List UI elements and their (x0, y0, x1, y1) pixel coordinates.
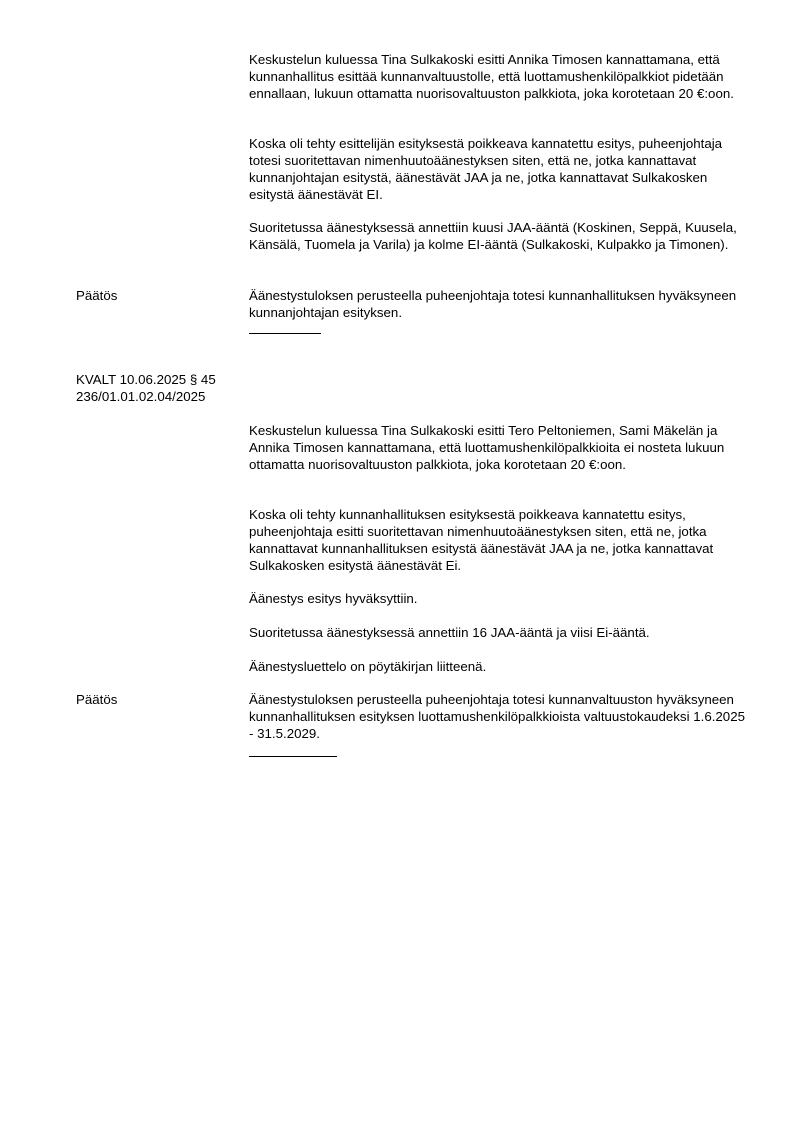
s1-paragraph-1: Keskustelun kuluessa Tina Sulkakoski esitti Annika Timosen kannattamana, että kunnanhallitus esittää kunnanvaltuustolle, että luottamushenkilöpalkkiot pidetään ennallaan, lukuun ottamatta nuorisovaltuuston palkkiota, joka korotetaan 20 €:oon. (249, 52, 734, 101)
s1-decision-text: Äänestystuloksen perusteella puheenjohtaja totesi kunnanhallituksen hyväksyneen kunnanjohtajan esityksen. (249, 288, 737, 320)
s2-end-rule (249, 756, 337, 757)
s2-paragraph-4: Suoritetussa äänestyksessä annettiin 16 JAA-ääntä ja viisi Ei-ääntä. (249, 625, 650, 640)
s2-paragraph-3: Äänestys esitys hyväksyttiin. (249, 591, 418, 606)
s1-end-rule (249, 333, 321, 334)
s1-paragraph-2: Koska oli tehty esittelijän esityksestä poikkeava kannatettu esitys, puheenjohtaja totesi suoritettavan nimenhuutoäänestyksen siten, että ne, jotka kannattavat kunnanjohtajan esitystä, äänestävät JAA ja ne, jotka kannattavat Sulkakosken esitystä äänestävät EI. (249, 136, 723, 202)
s1-paragraph-3: Suoritetussa äänestyksessä annettiin kuusi JAA-ääntä (Koskinen, Seppä, Kuusela, Känsälä, Tuomela ja Varila) ja kolme EI-ääntä (Sulkakoski, Kulpakko ja Timonen). (249, 220, 737, 252)
s2-paragraph-2: Koska oli tehty kunnanhallituksen esityksestä poikkeava kannatettu esitys, puheenjohtaja esitti suoritettavan nimenhuutoäänestyksen siten, että ne, jotka kannattavat kunnanhallituksen esitystä äänestävät JAA ja ne, jotka kannattavat Sulkakosken esitystä äänestävät Ei. (249, 507, 714, 573)
s2-paragraph-5: Äänestysluettelo on pöytäkirjan liitteenä. (249, 659, 487, 674)
s2-reference-line-2: 236/01.01.02.04/2025 (76, 389, 206, 404)
s2-decision-text: Äänestystuloksen perusteella puheenjohtaja totesi kunnanvaltuuston hyväksyneen kunnanhallituksen esityksen luottamushenkilöpalkkioista valtuustokaudeksi 1.6.2025 - 31.5.2029. (249, 692, 745, 741)
s1-decision-label: Päätös (76, 288, 118, 303)
s2-paragraph-1: Keskustelun kuluessa Tina Sulkakoski esitti Tero Peltoniemen, Sami Mäkelän ja Annika Timosen kannattamana, että luottamushenkilöpalkkioita ei nosteta lukuun ottamatta nuorisovaltuuston palkkiota, joka korotetaan 20 €:oon. (249, 423, 725, 472)
s2-reference-line-1: KVALT 10.06.2025 § 45 (76, 372, 216, 387)
s2-decision-label: Päätös (76, 692, 118, 707)
